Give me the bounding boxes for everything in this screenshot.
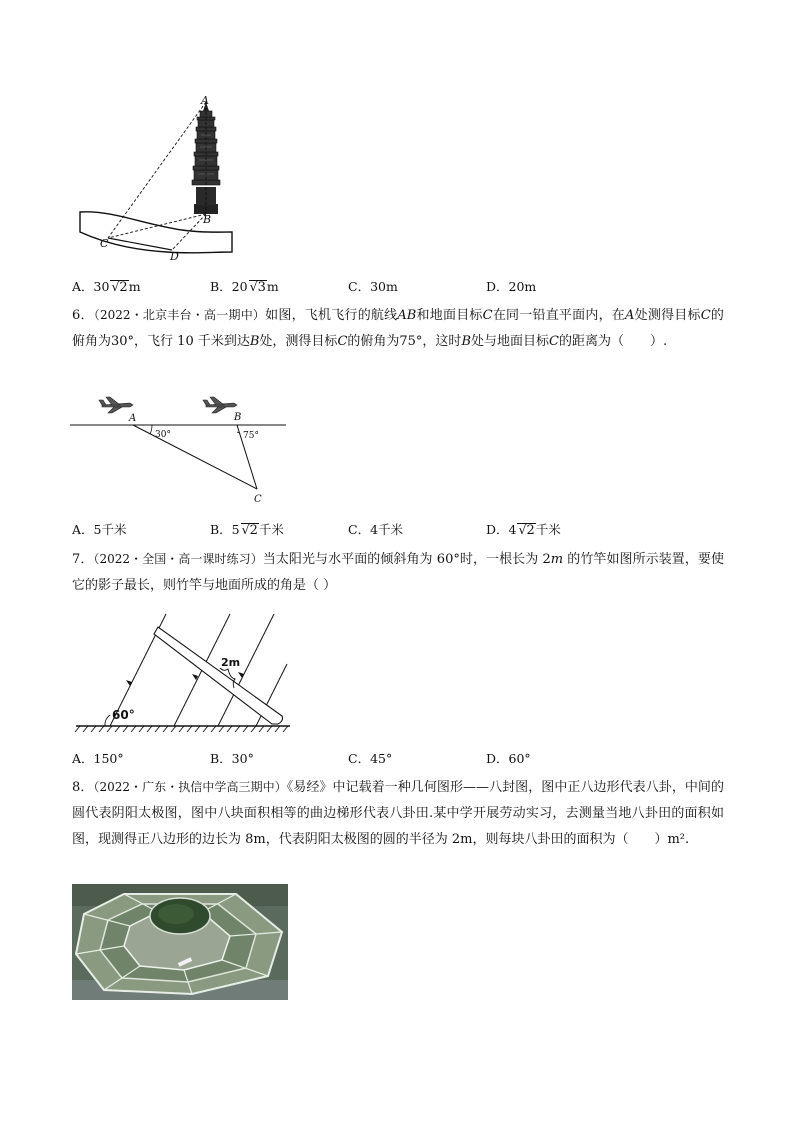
q7-option-b[interactable]: B．30° xyxy=(210,751,254,766)
q7-option-d[interactable]: D．60° xyxy=(486,751,531,766)
q6-option-d[interactable]: D．4 √2千米 xyxy=(486,522,561,538)
bagua-field-photo xyxy=(72,884,288,1000)
pagoda-river-figure xyxy=(72,92,242,267)
airplane-icon-b xyxy=(203,397,237,413)
q6-option-a[interactable]: A．5千米 xyxy=(72,522,127,537)
label-a: A xyxy=(201,94,209,107)
fig6-label-b: B xyxy=(234,412,242,423)
fig6-angle-30: 30° xyxy=(155,430,171,440)
sunlight-pole-figure xyxy=(72,608,297,736)
fig7-length-label: 2m xyxy=(221,656,241,669)
q7-option-c[interactable]: C．45° xyxy=(348,751,393,766)
label-d: D xyxy=(170,250,179,263)
fig6-label-c: C xyxy=(254,494,262,505)
fig6-angle-75: 75° xyxy=(243,431,259,441)
label-b: B xyxy=(203,213,212,226)
q6-options xyxy=(72,520,712,540)
q5-option-d[interactable]: D．20m xyxy=(486,279,537,294)
label-c: C xyxy=(100,237,109,250)
q5-options xyxy=(72,277,712,297)
q6-option-c[interactable]: C．4千米 xyxy=(348,522,404,537)
fig7-angle-label: 60° xyxy=(112,708,135,722)
question-7: 7．（2022・全国・高一课时练习）当太阳光与水平面的倾斜角为 60°时，一根长为 2m 的竹竿如图所示装置，要使它的影子最长，则竹竿与地面所成的角是（ ） xyxy=(72,552,724,593)
airplane-figure xyxy=(70,392,290,507)
fig6-label-a: A xyxy=(129,413,137,424)
airplane-icon-a xyxy=(99,397,133,413)
q5-option-a[interactable]: A．30 √2m xyxy=(72,279,141,295)
q7-option-a[interactable]: A．150° xyxy=(72,751,124,766)
q5-option-b[interactable]: B．20 √3m xyxy=(210,279,279,295)
question-6: 6．（2022・北京丰台・高一期中）如图，飞机飞行的航线AB和地面目标C在同一铅直平面内，在A处测得目标C的俯角为30°，飞行 10 千米到达B处，测得目标C的俯角为75°，这时B处与地面目标C的距离为（ ）. xyxy=(72,308,724,349)
q7-options xyxy=(72,749,712,769)
q5-option-c[interactable]: C．30m xyxy=(348,279,398,294)
question-8: 8．（2022・广东・执信中学高三期中）《易经》中记载着一种几何图形——八封图，图中正八边形代表八卦，中间的圆代表阴阳太极图，图中八块面积相等的曲边梯形代表八卦田.某中学开展劳动实习，去测量当地八卦田的面积如图，现测得正八边形的边长为 8m，代表阴阳太极图的圆的半径为 2m，则每块八卦田的面积为（ ）m². xyxy=(72,780,724,847)
q6-option-b[interactable]: B．5 √2千米 xyxy=(210,522,284,538)
